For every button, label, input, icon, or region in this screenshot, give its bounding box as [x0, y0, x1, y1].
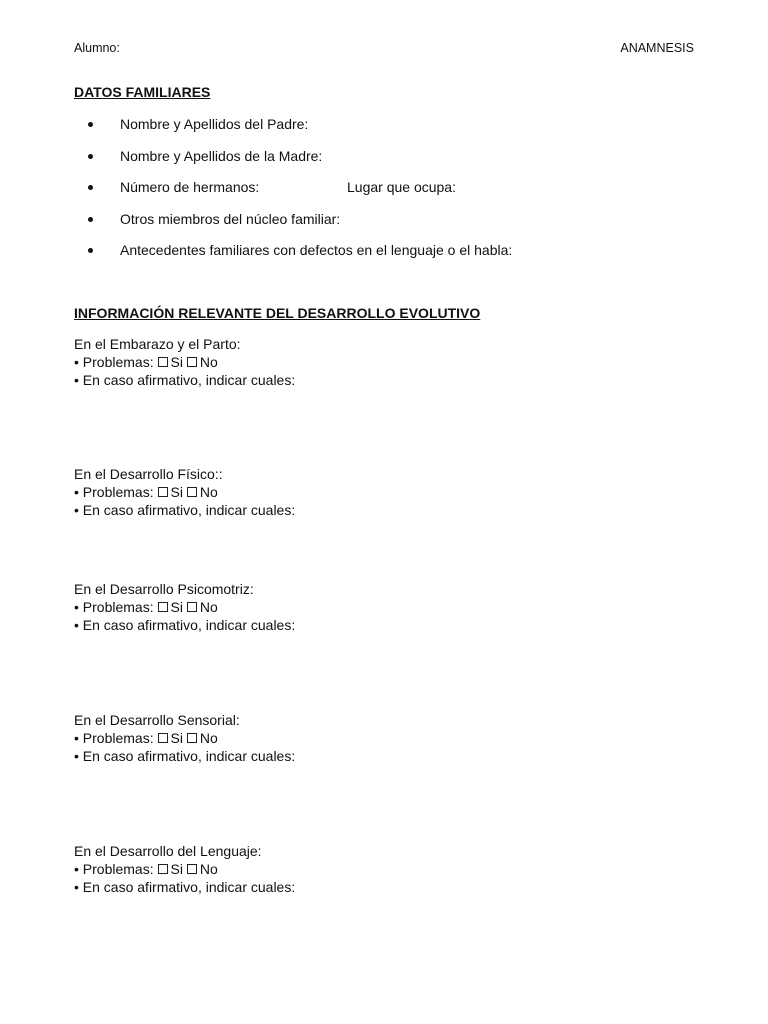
section-title: En el Desarrollo Sensorial:	[74, 712, 240, 728]
section-title: En el Desarrollo Físico::	[74, 466, 223, 482]
no-checkbox[interactable]	[187, 357, 197, 367]
no-checkbox[interactable]	[187, 733, 197, 743]
no-checkbox[interactable]	[187, 602, 197, 612]
no-label: No	[199, 354, 218, 370]
si-checkbox[interactable]	[158, 487, 168, 497]
family-data-list	[74, 116, 694, 274]
list-item	[74, 242, 694, 274]
afirmativo-row: • En caso afirmativo, indicar cuales:	[74, 617, 296, 633]
problems-label: Problemas:	[82, 599, 154, 615]
list-item	[74, 211, 694, 243]
afirmativo-label: En caso afirmativo, indicar cuales:	[82, 502, 296, 518]
bullet-icon	[88, 217, 93, 222]
problems-row: • Problemas: Si No	[74, 354, 218, 370]
document-title: ANAMNESIS	[620, 41, 694, 55]
no-checkbox[interactable]	[187, 487, 197, 497]
si-label: Si	[170, 861, 183, 877]
development-heading: INFORMACIÓN RELEVANTE DEL DESARROLLO EVOLUTIVO	[74, 305, 481, 321]
bullet-icon	[88, 185, 93, 190]
list-item	[74, 148, 694, 180]
problems-label: Problemas:	[82, 354, 154, 370]
family-data-heading: DATOS FAMILIARES	[74, 84, 211, 100]
si-label: Si	[170, 599, 183, 615]
section-sensorial	[74, 711, 295, 765]
bullet-icon	[88, 248, 93, 253]
no-label: No	[199, 861, 218, 877]
bullet-icon	[88, 154, 93, 159]
other-members-label: Otros miembros del núcleo familiar:	[120, 210, 341, 227]
afirmativo-label: En caso afirmativo, indicar cuales:	[82, 879, 296, 895]
section-lenguaje	[74, 842, 295, 896]
section-title: En el Desarrollo Psicomotriz:	[74, 581, 254, 597]
problems-row: • Problemas: Si No	[74, 730, 218, 746]
list-item	[74, 179, 694, 211]
section-title: En el Embarazo y el Parto:	[74, 336, 241, 352]
father-name-label: Nombre y Apellidos del Padre:	[120, 116, 309, 132]
student-label: Alumno:	[74, 41, 120, 55]
problems-row: • Problemas: Si No	[74, 599, 218, 615]
mother-name-label: Nombre y Apellidos de la Madre:	[120, 147, 323, 164]
problems-label: Problemas:	[82, 730, 154, 746]
si-checkbox[interactable]	[158, 602, 168, 612]
no-label: No	[199, 599, 218, 615]
bullet-icon	[88, 122, 93, 127]
si-label: Si	[170, 484, 183, 500]
si-checkbox[interactable]	[158, 733, 168, 743]
section-fisico	[74, 465, 295, 519]
afirmativo-row: • En caso afirmativo, indicar cuales:	[74, 372, 296, 388]
si-label: Si	[170, 730, 183, 746]
no-label: No	[199, 484, 218, 500]
si-label: Si	[170, 354, 183, 370]
problems-label: Problemas:	[82, 861, 154, 877]
section-embarazo	[74, 335, 295, 389]
afirmativo-row: • En caso afirmativo, indicar cuales:	[74, 748, 296, 764]
page-header	[74, 41, 694, 57]
si-checkbox[interactable]	[158, 357, 168, 367]
no-label: No	[199, 730, 218, 746]
siblings-count-label: Número de hermanos:	[120, 179, 260, 195]
afirmativo-label: En caso afirmativo, indicar cuales:	[82, 372, 296, 388]
afirmativo-row: • En caso afirmativo, indicar cuales:	[74, 879, 296, 895]
no-checkbox[interactable]	[187, 864, 197, 874]
problems-row: • Problemas: Si No	[74, 484, 218, 500]
afirmativo-row: • En caso afirmativo, indicar cuales:	[74, 502, 296, 518]
problems-row: • Problemas: Si No	[74, 861, 218, 877]
si-checkbox[interactable]	[158, 864, 168, 874]
afirmativo-label: En caso afirmativo, indicar cuales:	[82, 617, 296, 633]
problems-label: Problemas:	[82, 484, 154, 500]
list-item	[74, 116, 694, 148]
section-title: En el Desarrollo del Lenguaje:	[74, 843, 262, 859]
family-history-label: Antecedentes familiares con defectos en el lenguaje o el habla:	[120, 242, 513, 258]
section-psicomotriz	[74, 580, 295, 634]
afirmativo-label: En caso afirmativo, indicar cuales:	[82, 748, 296, 764]
birth-order-label: Lugar que ocupa:	[347, 179, 456, 195]
